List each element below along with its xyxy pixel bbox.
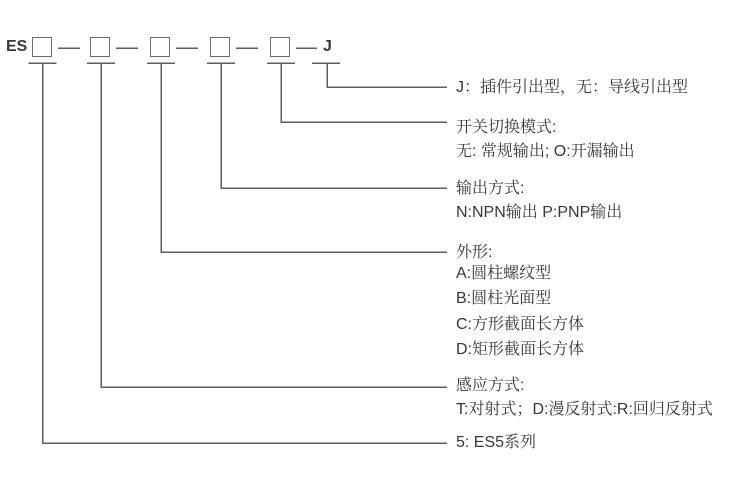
label-shape-option-c: C:方形截面长方体 [456,316,585,333]
label-switch-mode-title: 开关切换模式: [456,119,557,136]
leader-lead-type [327,63,447,87]
label-shape-option-b: B:圆柱光面型 [456,290,552,307]
leader-shape [161,63,447,252]
label-shape-title: 外形: [456,244,493,261]
label-output-type-title: 输出方式: [456,180,525,197]
label-output-type-options: N:NPN输出 P:PNP输出 [456,204,623,221]
label-lead-type: J：插件引出型，无：导线引出型 [456,79,689,96]
leader-series [43,63,448,443]
label-series: 5: ES5系列 [456,434,537,451]
label-sensing-mode-options: T:对射式；D:漫反射式:R:回归反射式 [456,401,713,418]
leader-output-type [221,63,447,188]
model-suffix: J [323,38,332,55]
label-sensing-mode-title: 感应方式: [456,377,525,394]
label-switch-mode-options: 无: 常规输出; O:开漏输出 [456,143,635,160]
leader-switch-mode [281,63,447,122]
leader-sensing-mode [101,63,447,387]
model-prefix: ES [6,38,28,55]
label-shape-option-a: A:圆柱螺纹型 [456,265,552,282]
label-shape-option-d: D:矩形截面长方体 [456,341,585,358]
